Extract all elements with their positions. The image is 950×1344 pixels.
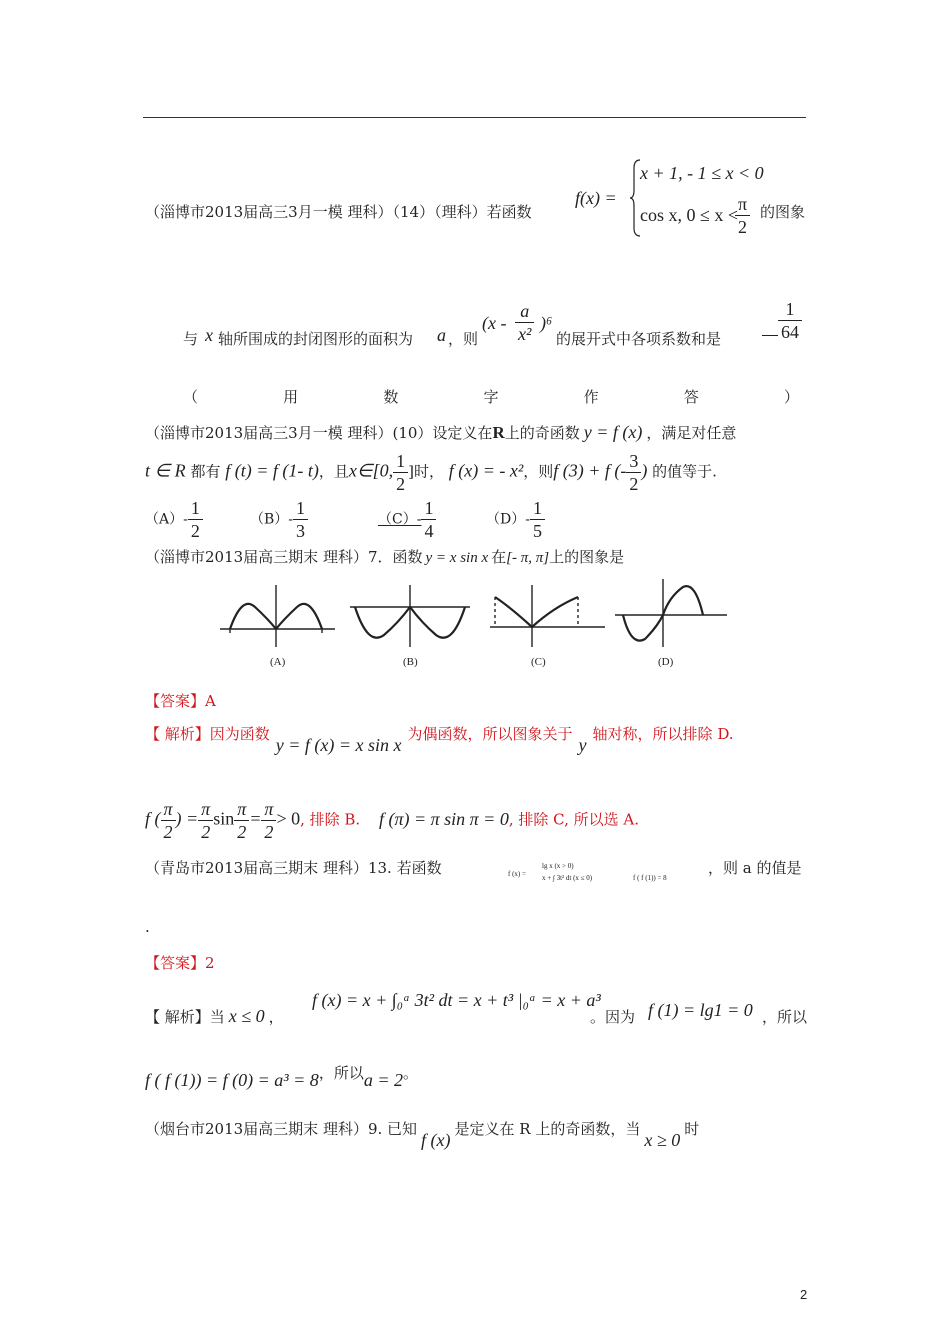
p1-line2-a: a (437, 325, 446, 345)
graph-label-a: (A) (270, 656, 286, 668)
p2-option-d: （D）- $\frac{1}{5}$ (486, 497, 545, 542)
graph-b (350, 585, 470, 647)
p4-dot: . (145, 918, 150, 936)
graph-c (490, 585, 605, 647)
graph-d (615, 579, 727, 647)
p5-line: （烟台市2013届高三期末 理科）9. 已知f (x)是定义在 R 上的奇函数，当x ≥ 0时 (145, 1120, 700, 1150)
header-rule (143, 117, 806, 118)
graph-a (220, 585, 335, 647)
p4-f1: f (1) = lg1 = 0 (648, 1000, 753, 1020)
p1-binom-pre: (x - (482, 313, 507, 333)
p4-end: ，则 a 的值是 (708, 859, 802, 877)
p1-pi-over-2: $\frac{\pi}{2}$ (735, 193, 750, 238)
p1-line2-end: 的展开式中各项系数和是 (556, 330, 722, 348)
p1-line2-mid: 轴所围成的封闭图形的面积为 (218, 330, 414, 348)
p2-line1: （淄博市2013届高三3月一模 理科）(10）设定义在R上的奇函数 y = f (x) ，满足对任意 (145, 422, 737, 442)
p2-option-c: （C）- $\frac{1}{4}$ (378, 497, 436, 542)
p4-line3: f ( f (1)) = f (0) = a³ = 8，所以a = 2。 (145, 1064, 418, 1090)
p1-source: （淄博市2013届高三3月一模 理科）（14）（理科）若函数 (145, 203, 532, 221)
p3-answer: 【答案】A (145, 692, 216, 710)
p1-answer-blank (762, 335, 778, 336)
page-number: 2 (800, 1287, 808, 1302)
p4-analysis: 【 解析】当 x ≤ 0 ， (145, 1006, 284, 1026)
p4-integral-eq: f (x) = x + ∫₀ᵃ 3t² dt = x + t³ |₀ᵃ = x + a³ (312, 990, 601, 1010)
p1-spread-instruction: （ 用 数 字 作 答 ） (183, 388, 799, 406)
p3-analysis: 【 解析】因为函数y = f (x) = x sin x为偶函数，所以图象关于y轴对称，所以排除 D. (145, 725, 734, 755)
graph-label-d: (D) (658, 656, 674, 668)
p1-line2-x: x (205, 325, 213, 345)
p1-func: f(x) = (575, 188, 617, 208)
p4-answer: 【答案】2 (145, 954, 215, 972)
p2-option-a: （A）- $\frac{1}{2}$ (145, 497, 203, 542)
p4-so: ，所以 (762, 1008, 808, 1026)
p3-line: （淄博市2013届高三期末 理科）7．函数 y = x sin x 在[- π, π]上的图象是 (145, 548, 625, 566)
p1-binom-post: )⁶ (540, 313, 553, 333)
p1-line2-pre: 与 (183, 330, 199, 348)
p3-analysis-line2: f ( $\frac{\pi}{2}$ ) = $\frac{\pi}{2}$ sin $\frac{\pi}{2}$ = $\frac{\pi}{2}$ > 0, 排除 B. f (π) = π sin π = 0, 排除 C, 所以选 A. (145, 799, 639, 842)
p1-case2: cos x, 0 ≤ x < (640, 205, 739, 225)
p4-because: 。因为 (590, 1008, 636, 1026)
p3-graph-options (215, 577, 735, 669)
p1-case1: x + 1, - 1 ≤ x < 0 (640, 163, 764, 183)
p1-line2-then: ，则 (448, 330, 479, 348)
p2-line2: t ∈ R 都有 f (t) = f (1- t)，且x∈[0, $\frac{1}{2}$ ]时， f (x) = - x²，则f (3) + f (- $\frac{3}{2}$ ) 的值等于. (145, 451, 717, 494)
p4-line: （青岛市2013届高三期末 理科）13. 若函数 (145, 859, 442, 877)
graph-label-c: (C) (531, 656, 546, 668)
p2-option-b: （B）- $\frac{1}{3}$ (250, 497, 308, 542)
p1-binom-frac: $\frac{a}{\text{x²}}$ (515, 300, 534, 345)
graph-label-b: (B) (403, 656, 418, 668)
p1-answer-frac: $\frac{1}{64}$ (778, 298, 802, 343)
p1-tail: 的图象 (760, 203, 806, 221)
